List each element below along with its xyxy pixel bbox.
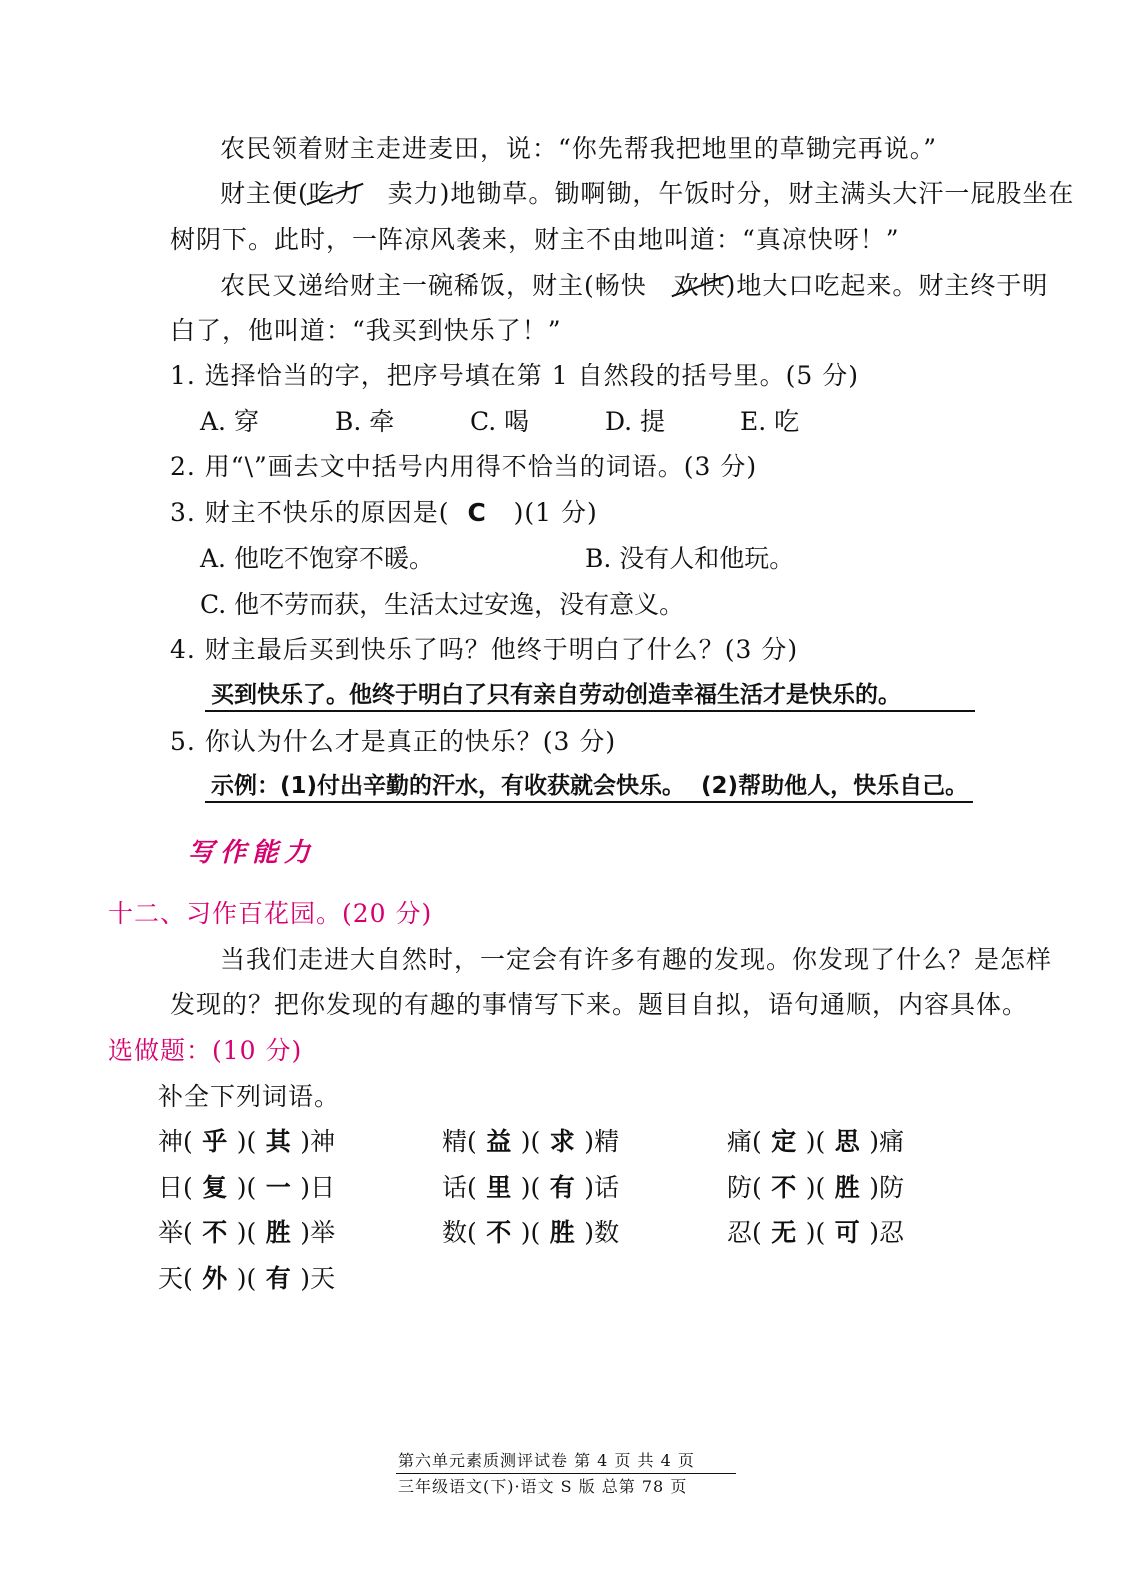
question-3	[170, 497, 598, 529]
idiom-item: 防( 不 )( 胜 )防	[727, 1173, 905, 1202]
q3-option-c: C. 他不劳而获，生活太过安逸，没有意义。	[200, 590, 685, 619]
footer-divider	[396, 1473, 736, 1474]
section-label-writing: 写作能力	[188, 838, 317, 868]
idiom-item: 神( 乎 )( 其 )神	[158, 1127, 336, 1156]
idiom-item: 日( 复 )( 一 )日	[158, 1173, 336, 1202]
struck-word-chili: 吃力	[308, 179, 361, 208]
optional-instruction: 补全下列词语。	[158, 1082, 341, 1111]
idiom-item: 痛( 定 )( 思 )痛	[727, 1127, 905, 1156]
footer-line-1: 第六单元素质测评试卷 第 4 页 共 4 页	[398, 1451, 695, 1470]
story-p2-after: )地锄草。锄啊锄，午饭时分，财主满头大汗一屁股坐在	[439, 179, 1075, 208]
question-1: 1. 选择恰当的字，把序号填在第 1 自然段的括号里。(5 分)	[170, 361, 859, 390]
question-5: 5. 你认为什么才是真正的快乐？(3 分)	[170, 727, 617, 756]
story-p3-after: )地大口吃起来。财主终于明	[725, 271, 1049, 300]
story-paragraph-2	[220, 178, 1074, 210]
q1-option-e: E. 吃	[740, 407, 800, 436]
q3-option-a: A. 他吃不饱穿不暖。	[200, 544, 434, 573]
q4-answer: 买到快乐了。他终于明白了只有亲自劳动创造幸福生活才是快乐的。	[205, 680, 975, 712]
q3-text: 3. 财主不快乐的原因是(	[170, 498, 450, 527]
q1-option-a: A. 穿	[200, 407, 259, 436]
q3-option-b: B. 没有人和他玩。	[585, 544, 795, 573]
writing-prompt-line-2: 发现的？把你发现的有趣的事情写下来。题目自拟，语句通顺，内容具体。	[170, 990, 1029, 1019]
idiom-item: 忍( 无 )( 可 )忍	[727, 1218, 905, 1247]
question-4: 4. 财主最后买到快乐了吗？他终于明白了什么？(3 分)	[170, 635, 799, 664]
kept-word-maili: 卖力	[387, 179, 440, 208]
writing-prompt-line-1: 当我们走进大自然时，一定会有许多有趣的发现。你发现了什么？是怎样	[220, 945, 1053, 974]
q3-score: )(1 分)	[513, 498, 598, 527]
q1-option-c: C. 喝	[470, 407, 530, 436]
optional-heading: 选做题：(10 分)	[108, 1036, 303, 1065]
story-p2-before: 财主便(	[220, 179, 309, 208]
story-paragraph-1: 农民领着财主走进麦田，说：“你先帮我把地里的草锄完再说。”	[220, 134, 938, 163]
q5-answer: 示例：(1)付出辛勤的汗水，有收获就会快乐。 (2)帮助他人，快乐自己。	[205, 771, 973, 803]
story-paragraph-3	[220, 270, 1048, 302]
footer-line-2: 三年级语文(下)·语文 S 版 总第 78 页	[398, 1477, 688, 1496]
idiom-item: 话( 里 )( 有 )话	[442, 1173, 620, 1202]
story-p3-before: 农民又递给财主一碗稀饭，财主(	[220, 271, 595, 300]
idiom-item: 举( 不 )( 胜 )举	[158, 1218, 336, 1247]
q1-option-b: B. 牵	[335, 407, 395, 436]
idiom-item: 数( 不 )( 胜 )数	[442, 1218, 620, 1247]
q3-answer: C	[467, 498, 487, 527]
struck-word-huankuai: 欢快	[673, 271, 726, 300]
story-paragraph-2-cont: 树阴下。此时，一阵凉风袭来，财主不由地叫道：“真凉快呀！”	[170, 225, 900, 254]
q1-option-d: D. 提	[605, 407, 666, 436]
question-2: 2. 用“\”画去文中括号内用得不恰当的词语。(3 分)	[170, 452, 758, 481]
story-paragraph-3-cont: 白了，他叫道：“我买到快乐了！”	[170, 316, 562, 345]
kept-word-changkuai: 畅快	[594, 271, 647, 300]
idiom-item: 天( 外 )( 有 )天	[158, 1264, 336, 1293]
writing-heading: 十二、习作百花园。(20 分)	[108, 899, 433, 928]
idiom-item: 精( 益 )( 求 )精	[442, 1127, 620, 1156]
